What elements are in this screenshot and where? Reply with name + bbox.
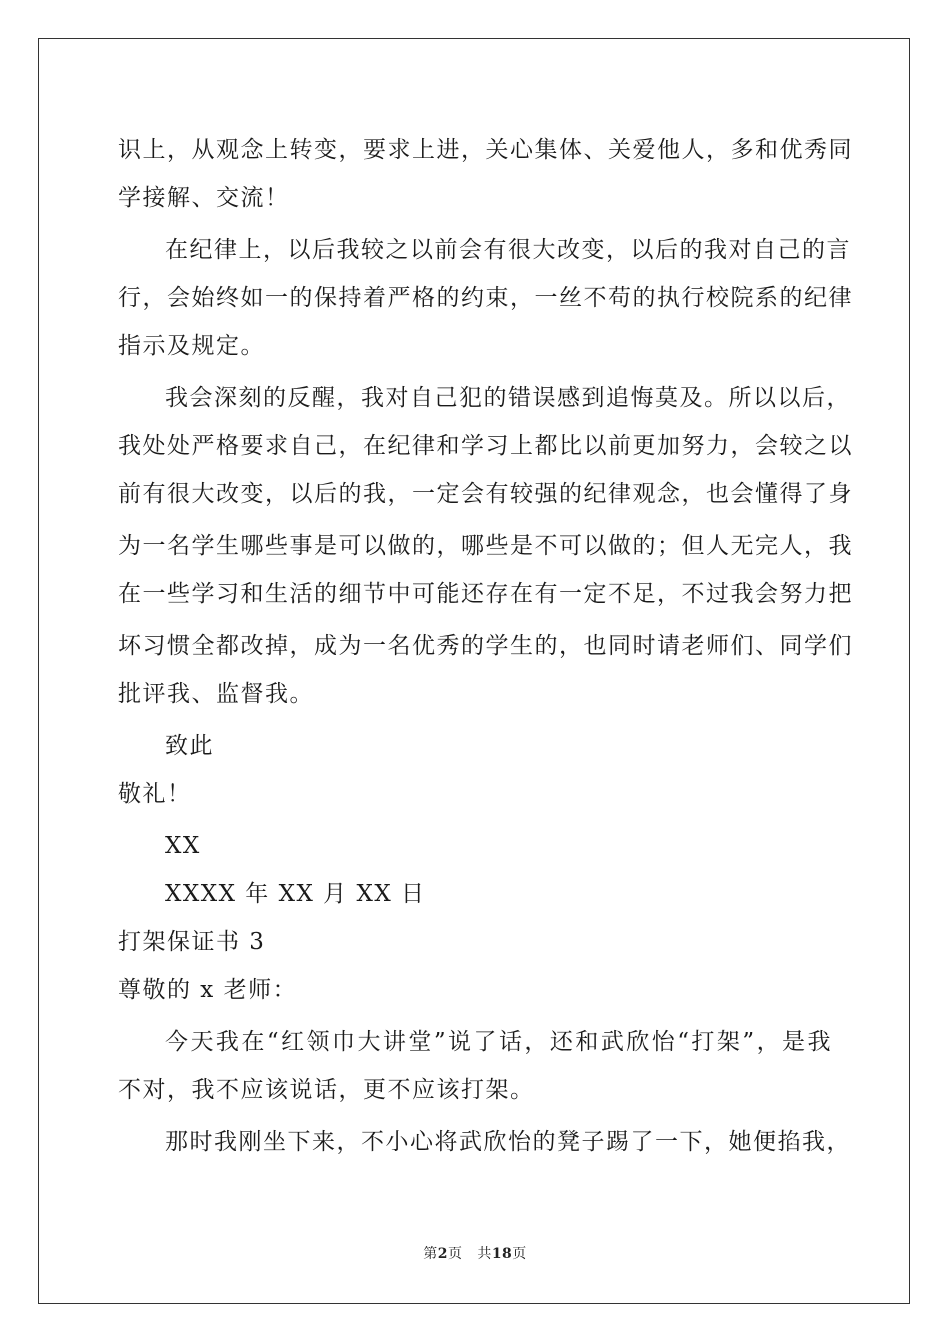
- signature-date: XXXX 年 XX 月 XX 日: [165, 881, 426, 907]
- page-number: 2: [437, 1246, 448, 1262]
- total-pages: 18: [491, 1246, 513, 1262]
- letter-greeting: 尊敬的 x 老师：: [118, 977, 298, 1003]
- salutation: 敬礼！: [118, 781, 192, 807]
- text-line: 学接解、交流！: [118, 185, 290, 211]
- text-line: 行，会始终如一的保持着严格的约束，一丝不苟的执行校院系的纪律: [118, 285, 853, 311]
- text-line: 识上，从观念上转变，要求上进，关心集体、关爱他人，多和优秀同: [118, 137, 853, 163]
- text-line: 在一些学习和生活的细节中可能还存在有一定不足，不过我会努力把: [118, 581, 853, 607]
- closing-phrase: 致此: [165, 733, 214, 759]
- page-prefix: 第: [423, 1246, 438, 1262]
- text-line: 我处处严格要求自己，在纪律和学习上都比以前更加努力，会较之以: [118, 433, 853, 459]
- page-footer: [0, 1243, 950, 1263]
- paragraph-start: 那时我刚坐下来，不小心将武欣怡的凳子踢了一下，她便掐我，: [165, 1129, 851, 1155]
- text-line: 为一名学生哪些事是可以做的，哪些是不可以做的；但人无完人，我: [118, 533, 853, 559]
- text-line: 批评我、监督我。: [118, 681, 314, 707]
- paragraph-start: 在纪律上，以后我较之以前会有很大改变，以后的我对自己的言: [165, 237, 851, 263]
- signature-name: XX: [165, 833, 201, 859]
- section-title: 打架保证书 3: [118, 929, 266, 955]
- total-prefix: 共: [477, 1246, 492, 1262]
- text-line: 坏习惯全都改掉，成为一名优秀的学生的，也同时请老师们、同学们: [118, 633, 853, 659]
- page-suffix: 页: [447, 1246, 463, 1262]
- paragraph-start: 今天我在“红领巾大讲堂”说了话，还和武欣怡“打架”，是我: [165, 1029, 832, 1055]
- text-line: 不对，我不应该说话，更不应该打架。: [118, 1077, 535, 1103]
- total-suffix: 页: [512, 1246, 527, 1262]
- paragraph-start: 我会深刻的反醒，我对自己犯的错误感到追悔莫及。所以以后，: [165, 385, 851, 411]
- text-line: 指示及规定。: [118, 333, 265, 359]
- text-line: 前有很大改变，以后的我，一定会有较强的纪律观念，也会懂得了身: [118, 481, 853, 507]
